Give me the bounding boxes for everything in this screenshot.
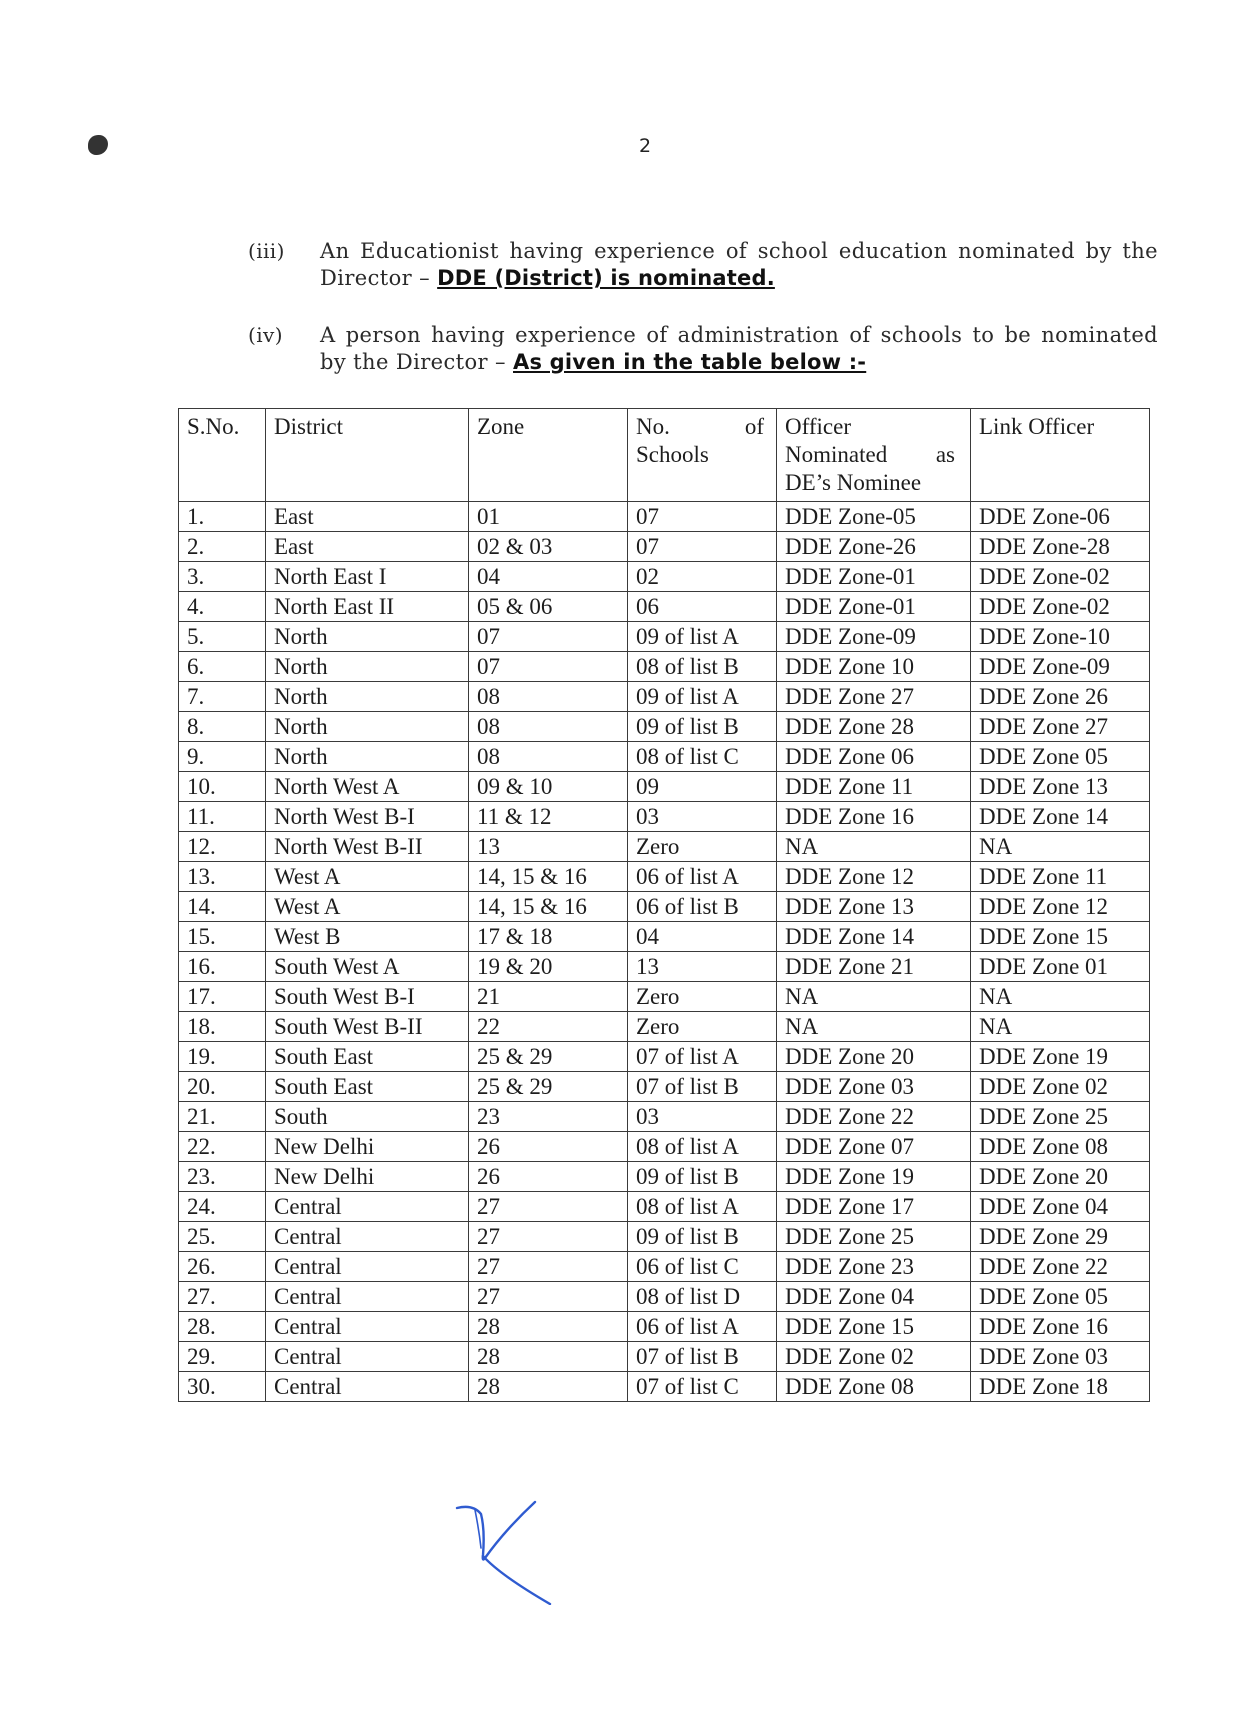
table-header-row [179,409,1150,502]
cell-sno: 28. [179,1312,266,1342]
cell-sno: 6. [179,652,266,682]
cell-link-officer: DDE Zone-02 [971,592,1150,622]
cell-district: New Delhi [266,1132,469,1162]
table-row [179,1312,1150,1342]
cell-officer-nominated: DDE Zone 12 [777,862,971,892]
cell-no-of-schools: 06 of list A [628,862,777,892]
cell-zone: 25 & 29 [469,1072,628,1102]
cell-sno: 7. [179,682,266,712]
cell-sno: 11. [179,802,266,832]
cell-zone: 28 [469,1312,628,1342]
cell-zone: 08 [469,682,628,712]
cell-zone: 05 & 06 [469,592,628,622]
cell-officer-nominated: DDE Zone 17 [777,1192,971,1222]
cell-officer-nominated: DDE Zone-05 [777,502,971,532]
cell-sno: 18. [179,1012,266,1042]
cell-link-officer: DDE Zone 04 [971,1192,1150,1222]
cell-officer-nominated: NA [777,1012,971,1042]
cell-link-officer: DDE Zone 05 [971,742,1150,772]
cell-officer-nominated: DDE Zone 25 [777,1222,971,1252]
cell-officer-nominated: DDE Zone 19 [777,1162,971,1192]
cell-zone: 22 [469,1012,628,1042]
cell-officer-nominated: DDE Zone 07 [777,1132,971,1162]
cell-sno: 3. [179,562,266,592]
cell-no-of-schools: 13 [628,952,777,982]
cell-district: North [266,622,469,652]
cell-officer-nominated: DDE Zone 08 [777,1372,971,1402]
cell-sno: 13. [179,862,266,892]
header-district: District [266,409,469,502]
cell-officer-nominated: DDE Zone 28 [777,712,971,742]
table-row [179,652,1150,682]
table-row [179,682,1150,712]
cell-sno: 8. [179,712,266,742]
cell-officer-nominated: DDE Zone 23 [777,1252,971,1282]
cell-link-officer: DDE Zone-02 [971,562,1150,592]
cell-no-of-schools: 09 of list B [628,1162,777,1192]
header-officer-nominated [777,409,971,502]
clause-iv [248,322,1158,376]
table-row [179,802,1150,832]
table-row [179,892,1150,922]
cell-district: South West B-II [266,1012,469,1042]
cell-sno: 29. [179,1342,266,1372]
cell-sno: 10. [179,772,266,802]
cell-sno: 23. [179,1162,266,1192]
cell-zone: 21 [469,982,628,1012]
cell-link-officer: DDE Zone 01 [971,952,1150,982]
cell-zone: 09 & 10 [469,772,628,802]
cell-district: North East II [266,592,469,622]
cell-no-of-schools: 06 of list C [628,1252,777,1282]
cell-officer-nominated: NA [777,982,971,1012]
cell-link-officer: DDE Zone 11 [971,862,1150,892]
cell-link-officer: DDE Zone-28 [971,532,1150,562]
header-no-of-schools [628,409,777,502]
cell-no-of-schools: 09 of list A [628,622,777,652]
cell-no-of-schools: 09 [628,772,777,802]
cell-zone: 08 [469,712,628,742]
cell-link-officer: DDE Zone 12 [971,892,1150,922]
cell-district: South East [266,1042,469,1072]
cell-zone: 27 [469,1222,628,1252]
clause-iii [248,238,1158,292]
cell-zone: 02 & 03 [469,532,628,562]
cell-link-officer: DDE Zone-10 [971,622,1150,652]
table-row [179,772,1150,802]
table-row [179,712,1150,742]
cell-no-of-schools: 08 of list B [628,652,777,682]
cell-link-officer: NA [971,832,1150,862]
table-row [179,1342,1150,1372]
cell-officer-nominated: DDE Zone 14 [777,922,971,952]
cell-link-officer: DDE Zone 22 [971,1252,1150,1282]
cell-no-of-schools: 09 of list B [628,712,777,742]
table-row [179,592,1150,622]
cell-officer-nominated: DDE Zone-09 [777,622,971,652]
cell-sno: 12. [179,832,266,862]
cell-zone: 17 & 18 [469,922,628,952]
cell-sno: 21. [179,1102,266,1132]
cell-district: New Delhi [266,1162,469,1192]
table-row [179,1162,1150,1192]
cell-link-officer: DDE Zone 19 [971,1042,1150,1072]
cell-district: South West B-I [266,982,469,1012]
cell-zone: 23 [469,1102,628,1132]
header-part: No. [636,414,670,439]
cell-district: Central [266,1372,469,1402]
table-row [179,832,1150,862]
table-row [179,1072,1150,1102]
cell-no-of-schools: 07 of list B [628,1342,777,1372]
cell-no-of-schools: 09 of list A [628,682,777,712]
table-row [179,1282,1150,1312]
cell-no-of-schools: 08 of list C [628,742,777,772]
cell-zone: 07 [469,652,628,682]
cell-sno: 16. [179,952,266,982]
cell-sno: 27. [179,1282,266,1312]
cell-zone: 27 [469,1252,628,1282]
cell-link-officer: DDE Zone 25 [971,1102,1150,1132]
cell-link-officer: DDE Zone 18 [971,1372,1150,1402]
cell-no-of-schools: 08 of list D [628,1282,777,1312]
header-link-officer: Link Officer [971,409,1150,502]
header-part: Nominated [785,442,888,467]
clause-body: A person having experience of administration of schools to be nominated by the Director – [320,323,1158,374]
cell-link-officer: DDE Zone 03 [971,1342,1150,1372]
cell-sno: 17. [179,982,266,1012]
table-row [179,1372,1150,1402]
cell-officer-nominated: DDE Zone 15 [777,1312,971,1342]
header-part: Officer [785,414,851,439]
cell-district: North West B-II [266,832,469,862]
cell-sno: 14. [179,892,266,922]
cell-district: West A [266,892,469,922]
cell-link-officer: DDE Zone 14 [971,802,1150,832]
cell-district: East [266,532,469,562]
cell-officer-nominated: NA [777,832,971,862]
cell-link-officer: DDE Zone 08 [971,1132,1150,1162]
cell-no-of-schools: 07 [628,502,777,532]
cell-officer-nominated: DDE Zone 03 [777,1072,971,1102]
cell-district: Central [266,1342,469,1372]
clause-emphasis: DDE (District) is nominated. [437,266,775,290]
cell-no-of-schools: 06 of list B [628,892,777,922]
cell-sno: 30. [179,1372,266,1402]
cell-no-of-schools: 08 of list A [628,1192,777,1222]
cell-no-of-schools: Zero [628,832,777,862]
signature-mark [455,1500,555,1605]
cell-district: West A [266,862,469,892]
cell-link-officer: DDE Zone 27 [971,712,1150,742]
cell-zone: 08 [469,742,628,772]
cell-zone: 01 [469,502,628,532]
cell-no-of-schools: 07 of list A [628,1042,777,1072]
cell-district: South East [266,1072,469,1102]
table-row [179,742,1150,772]
cell-zone: 26 [469,1162,628,1192]
cell-zone: 28 [469,1342,628,1372]
table-row [179,922,1150,952]
table-row [179,1102,1150,1132]
table-row [179,1252,1150,1282]
header-part: of [744,414,764,439]
cell-link-officer: DDE Zone-09 [971,652,1150,682]
cell-zone: 04 [469,562,628,592]
header-sno: S.No. [179,409,266,502]
cell-officer-nominated: DDE Zone-01 [777,562,971,592]
cell-no-of-schools: 07 [628,532,777,562]
cell-no-of-schools: Zero [628,1012,777,1042]
cell-link-officer: DDE Zone 29 [971,1222,1150,1252]
cell-district: South West A [266,952,469,982]
cell-officer-nominated: DDE Zone 11 [777,772,971,802]
cell-district: South [266,1102,469,1132]
cell-link-officer: DDE Zone-06 [971,502,1150,532]
cell-district: North [266,712,469,742]
cell-no-of-schools: 04 [628,922,777,952]
table-row [179,1012,1150,1042]
header-zone: Zone [469,409,628,502]
cell-no-of-schools: 03 [628,1102,777,1132]
clause-text [320,238,1158,292]
cell-zone: 26 [469,1132,628,1162]
cell-sno: 26. [179,1252,266,1282]
cell-zone: 11 & 12 [469,802,628,832]
cell-officer-nominated: DDE Zone 20 [777,1042,971,1072]
cell-link-officer: DDE Zone 13 [971,772,1150,802]
cell-district: North [266,652,469,682]
cell-sno: 19. [179,1042,266,1072]
cell-zone: 27 [469,1192,628,1222]
page-number: 2 [638,135,652,157]
cell-no-of-schools: 02 [628,562,777,592]
table-row [179,502,1150,532]
cell-officer-nominated: DDE Zone 06 [777,742,971,772]
cell-zone: 28 [469,1372,628,1402]
cell-district: North [266,742,469,772]
table-row [179,1132,1150,1162]
cell-sno: 4. [179,592,266,622]
cell-sno: 24. [179,1192,266,1222]
clause-body: An Educationist having experience of school education nominated by the Director – [320,239,1158,290]
cell-sno: 9. [179,742,266,772]
cell-no-of-schools: 09 of list B [628,1222,777,1252]
cell-officer-nominated: DDE Zone-01 [777,592,971,622]
cell-link-officer: DDE Zone 20 [971,1162,1150,1192]
cell-zone: 27 [469,1282,628,1312]
cell-no-of-schools: 07 of list C [628,1372,777,1402]
cell-district: Central [266,1252,469,1282]
cell-officer-nominated: DDE Zone 27 [777,682,971,712]
cell-officer-nominated: DDE Zone 22 [777,1102,971,1132]
cell-district: North [266,682,469,712]
table-row [179,1192,1150,1222]
cell-sno: 20. [179,1072,266,1102]
cell-officer-nominated: DDE Zone 16 [777,802,971,832]
cell-link-officer: DDE Zone 05 [971,1282,1150,1312]
nominees-table [178,408,1150,1402]
cell-zone: 14, 15 & 16 [469,862,628,892]
cell-district: West B [266,922,469,952]
cell-sno: 22. [179,1132,266,1162]
cell-no-of-schools: 08 of list A [628,1132,777,1162]
cell-district: Central [266,1282,469,1312]
clause-number: (iii) [248,239,285,263]
cell-zone: 07 [469,622,628,652]
cell-officer-nominated: DDE Zone 21 [777,952,971,982]
cell-zone: 13 [469,832,628,862]
cell-district: North East I [266,562,469,592]
cell-district: Central [266,1192,469,1222]
cell-no-of-schools: 03 [628,802,777,832]
cell-district: Central [266,1222,469,1252]
table-row [179,1042,1150,1072]
header-part: Schools [636,442,709,467]
cell-officer-nominated: DDE Zone 02 [777,1342,971,1372]
cell-officer-nominated: DDE Zone 13 [777,892,971,922]
table-row [179,952,1150,982]
clause-text [320,322,1158,376]
table-row [179,982,1150,1012]
table-row [179,562,1150,592]
cell-officer-nominated: DDE Zone 10 [777,652,971,682]
cell-no-of-schools: Zero [628,982,777,1012]
cell-sno: 1. [179,502,266,532]
table-row [179,622,1150,652]
cell-link-officer: DDE Zone 16 [971,1312,1150,1342]
cell-sno: 5. [179,622,266,652]
cell-no-of-schools: 06 [628,592,777,622]
cell-link-officer: DDE Zone 02 [971,1072,1150,1102]
table-row [179,532,1150,562]
cell-district: Central [266,1312,469,1342]
cell-zone: 14, 15 & 16 [469,892,628,922]
cell-link-officer: DDE Zone 26 [971,682,1150,712]
cell-sno: 25. [179,1222,266,1252]
clause-emphasis: As given in the table below :- [513,350,867,374]
cell-sno: 15. [179,922,266,952]
cell-zone: 19 & 20 [469,952,628,982]
cell-no-of-schools: 06 of list A [628,1312,777,1342]
table-body [179,502,1150,1402]
cell-officer-nominated: DDE Zone 04 [777,1282,971,1312]
cell-sno: 2. [179,532,266,562]
clause-number: (iv) [248,323,283,347]
cell-district: East [266,502,469,532]
cell-no-of-schools: 07 of list B [628,1072,777,1102]
table-row [179,862,1150,892]
cell-link-officer: DDE Zone 15 [971,922,1150,952]
cell-link-officer: NA [971,982,1150,1012]
header-part: as [935,442,955,467]
table-row [179,1222,1150,1252]
cell-officer-nominated: DDE Zone-26 [777,532,971,562]
header-part: DE’s Nominee [785,470,922,495]
cell-district: North West B-I [266,802,469,832]
cell-link-officer: NA [971,1012,1150,1042]
cell-zone: 25 & 29 [469,1042,628,1072]
cell-district: North West A [266,772,469,802]
